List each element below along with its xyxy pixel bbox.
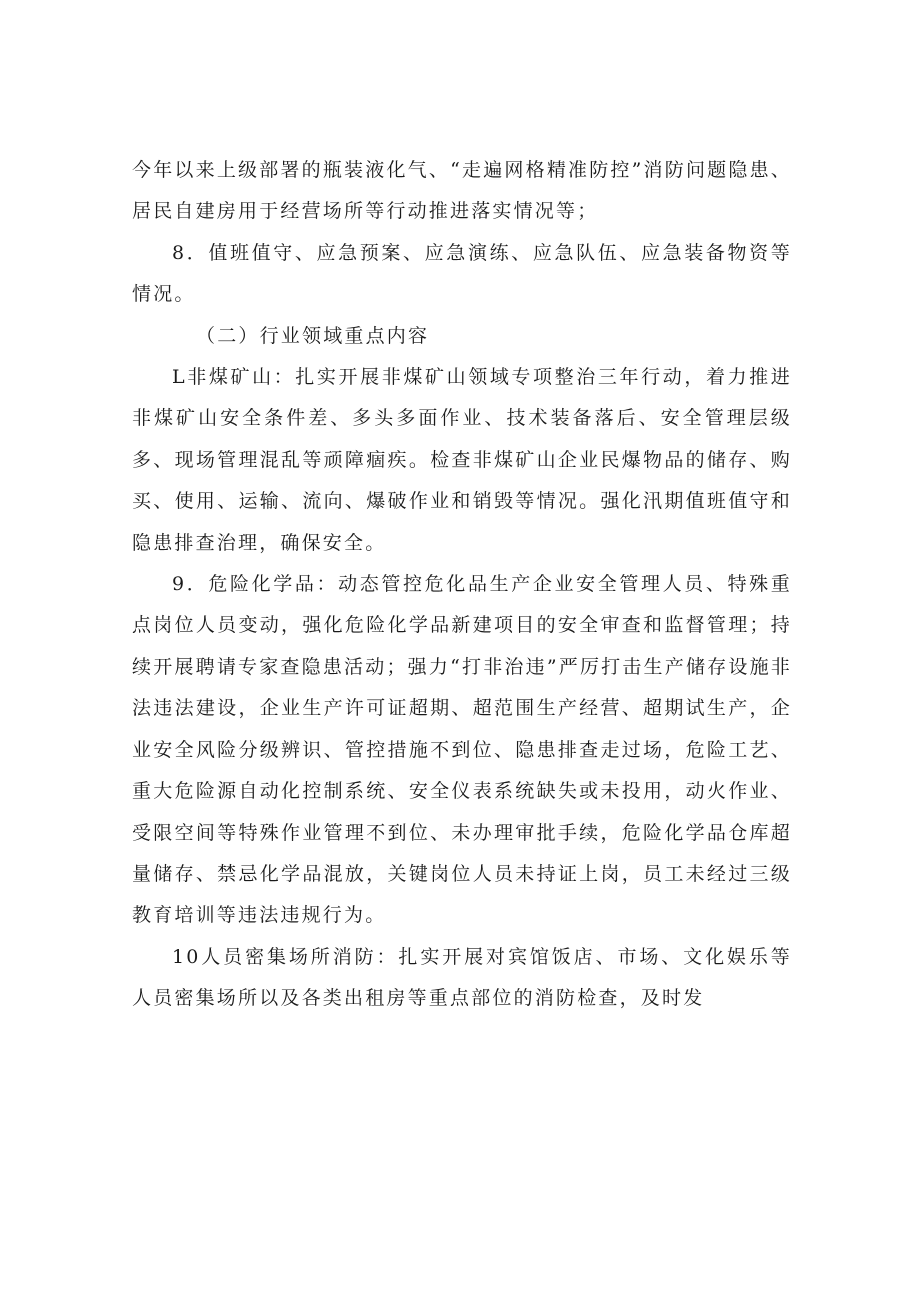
paragraph-non-coal-mines: L非煤矿山：扎实开展非煤矿山领域专项整治三年行动，着力推进非煤矿山安全条件差、多头多面作业、技术装备落后、安全管理层级多、现场管理混乱等顽障痼疾。检查非煤矿山企业民爆物品的储存、购买、使用、运输、流向、爆破作业和销毁等情况。强化汛期值班值守和隐患排查治理，确保安全。	[132, 366, 792, 554]
paragraph-item-8: 8．值班值守、应急预案、应急演练、应急队伍、应急装备物资等情况。	[132, 241, 792, 306]
paragraph-hazardous-chemicals: 9．危险化学品：动态管控危化品生产企业安全管理人员、特殊重点岗位人员变动，强化危险化学品新建项目的安全审查和监督管理；持续开展聘请专家查隐患活动；强力“打非治违”严厉打击生产储存设施非法违法建设，企业生产许可证超期、超范围生产经营、超期试生产，企业安全风险分级辨识、管控措施不到位、隐患排查走过场，危险工艺、重大危险源自动化控制系统、安全仪表系统缺失或未投用，动火作业、受限空间等特殊作业管理不到位、未办理审批手续，危险化学品仓库超量储存、禁忌化学品混放，关键岗位人员未持证上岗，员工未经过三级教育培训等违法违规行为。	[132, 573, 792, 927]
document-body	[132, 150, 792, 1020]
paragraph-crowded-places-fire: 10人员密集场所消防：扎实开展对宾馆饭店、市场、文化娱乐等人员密集场所以及各类出租房等重点部位的消防检查，及时发	[132, 945, 792, 1010]
paragraph-continuation: 今年以来上级部署的瓶装液化气、“走遍网格精准防控”消防问题隐患、居民自建房用于经营场所等行动推进落实情况等；	[132, 159, 792, 223]
section-heading: （二）行业领域重点内容	[196, 324, 430, 347]
